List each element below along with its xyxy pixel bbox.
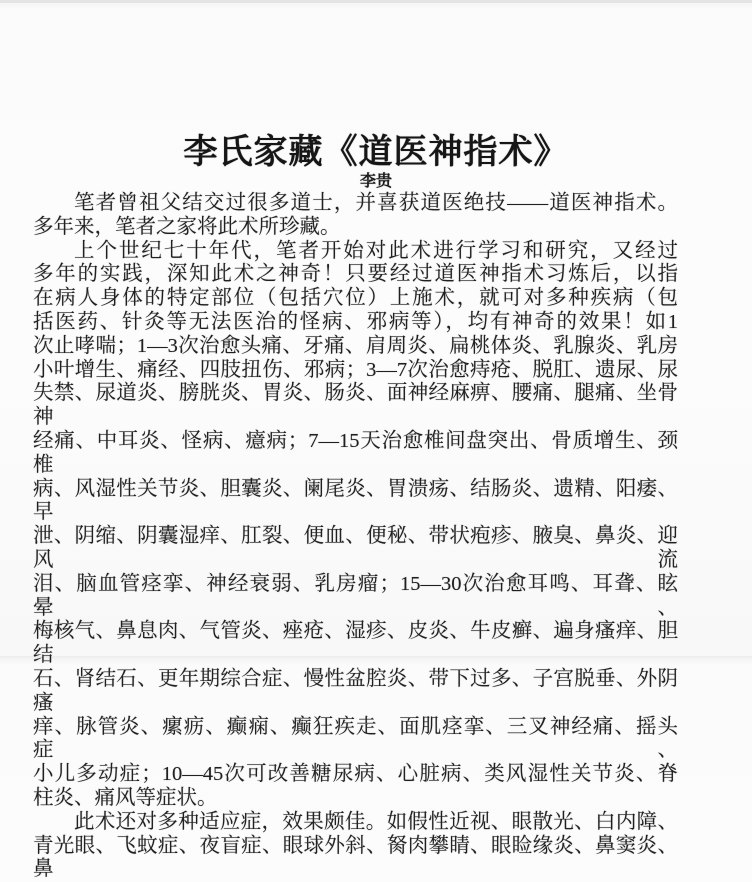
text-line: 多年来，笔者之家将此术所珍藏。 <box>33 215 341 238</box>
page-top-edge-line <box>0 0 752 3</box>
text-line: 失禁、尿道炎、膀胱炎、胃炎、肠炎、面神经麻痹、腰痛、腿痛、坐骨神 <box>33 382 678 429</box>
text-line: 经痛、中耳炎、怪病、癔病；7—15天治愈椎间盘突出、骨质增生、颈椎 <box>33 429 678 476</box>
text-line: 括医药、针灸等无法医治的怪病、邪病等），均有神奇的效果！如1 <box>33 310 678 333</box>
text-line-clipped: 青光眼、飞蚊症、夜盲症、眼球外斜、胬肉攀睛、眼睑缘炎、鼻窦炎、鼻 <box>33 834 678 881</box>
page-title: 李氏家藏《道医神指术》 <box>183 134 569 171</box>
text-line: 在病人身体的特定部位（包括穴位）上施术，就可对多种疾病（包 <box>33 287 678 310</box>
text-line: 泄、阴缩、阴囊湿痒、肛裂、便血、便秘、带状疱疹、腋臭、鼻炎、迎风流 <box>33 525 678 571</box>
text-line: 笔者曾祖父结交过很多道士，并喜获道医绝技——道医神指术。 <box>74 192 678 214</box>
text-line: 病、风湿性关节炎、胆囊炎、阑尾炎、胃溃疡、结肠炎、遗精、阳痿、早 <box>33 477 678 524</box>
text-line: 上个世纪七十年代，笔者开始对此术进行学习和研究，又经过 <box>74 239 678 262</box>
paragraph <box>33 192 678 240</box>
text-line: 次止哮喘；1—3次治愈头痛、牙痛、肩周炎、扁桃体炎、乳腺炎、乳房 <box>33 334 678 357</box>
text-line: 石、肾结石、更年期综合症、慢性盆腔炎、带下过多、子宫脱垂、外阴瘙 <box>33 667 678 714</box>
text-line: 柱炎、痛风等症状。 <box>33 786 218 809</box>
text-line: 梅核气、鼻息肉、气管炎、痤疮、湿疹、皮炎、牛皮癣、遍身瘙痒、胆结 <box>33 620 678 667</box>
text-line: 泪、脑血管痉挛、神经衰弱、乳房瘤；15—30次治愈耳鸣、耳聋、眩晕、 <box>33 572 678 619</box>
author-name: 李贵 <box>359 173 392 190</box>
text-line: 小儿多动症；10—45次可改善糖尿病、心脏病、类风湿性关节炎、脊 <box>33 763 678 786</box>
text-line: 痒、脉管炎、瘰疬、癫痫、癫狂疾走、面肌痉挛、三叉神经痛、摇头症、 <box>33 715 678 762</box>
body-text <box>33 192 678 882</box>
text-line: 此术还对多种适应症，效果颇佳。如假性近视、眼散光、白内障、 <box>74 810 678 833</box>
paragraph <box>33 240 678 811</box>
text-line: 小叶增生、痛经、四肢扭伤、邪病；3—7次治愈痔疮、脱肛、遗尿、尿 <box>33 358 678 381</box>
paragraph <box>33 811 678 882</box>
text-line: 多年的实践，深知此术之神奇！只要经过道医神指术习炼后，以指 <box>33 263 678 286</box>
